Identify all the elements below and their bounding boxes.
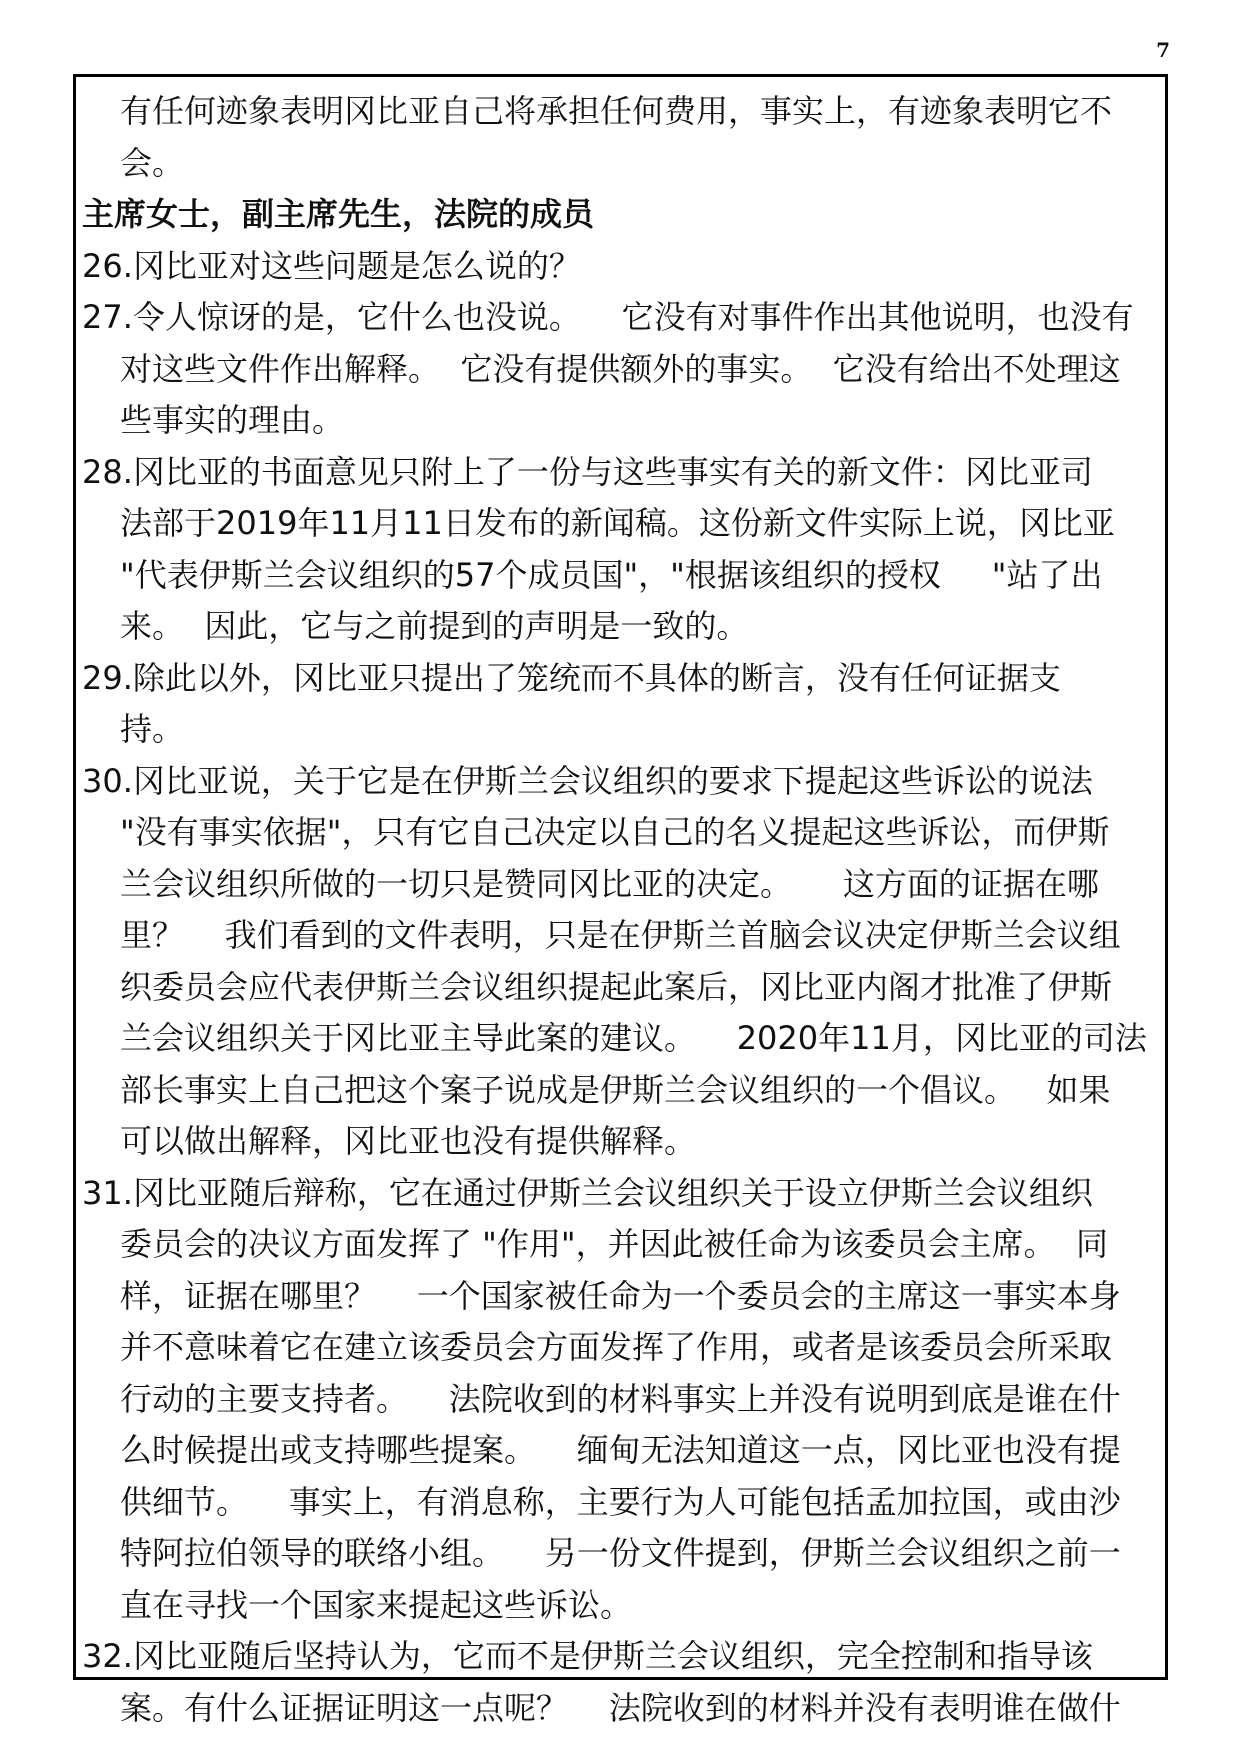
intro-line: 有任何迹象表明冈比亚自己将承担任何费用，事实上，有迹象表明它不 [120,92,1113,130]
paragraph-continuation-line: 样，证据在哪里？ 一个国家被任命为一个委员会的主席这一事实本身 [120,1276,1121,1315]
paragraph-text: 令人惊讶的是，它什么也没说。 它没有对事件作出其他说明，也没有 [132,298,1134,336]
document-body [82,86,1167,1734]
paragraph-number: 27. [82,298,133,336]
paragraph-number: 29. [82,658,133,697]
paragraph-first-line [82,653,1167,705]
numbered-paragraph [82,1631,1167,1734]
paragraph-continuation-line: 部长事实上自己把这个案子说成是伊斯兰会议组织的一个倡议。 如果 [120,1070,1111,1109]
paragraph-continuation-line: 并不意味着它在建立该委员会方面发挥了作用，或者是该委员会所采取 [120,1328,1113,1366]
paragraph-first-line [82,447,1167,499]
paragraph-continuation-line: 么时候提出或支持哪些提案。 缅甸无法知道这一点，冈比亚也没有提 [120,1431,1121,1469]
paragraph-first-line [82,292,1167,344]
section-heading: 主席女士，副主席先生，法院的成员 [82,195,595,233]
numbered-paragraph [82,653,1167,756]
paragraph-continuation-line: 来。 因此，它与之前提到的声明是一致的。 [120,607,749,645]
paragraph-continuation-line: 织委员会应代表伊斯兰会议组织提起此案后，冈比亚内阁才批准了伊斯 [120,967,1113,1006]
paragraph-first-line [82,756,1167,808]
paragraph-text: 除此以外，冈比亚只提出了笼统而不具体的断言，没有任何证据支 [132,658,1061,697]
numbered-paragraph [82,292,1167,447]
paragraph-continuation-line: 直在寻找一个国家来提起这些诉讼。 [120,1585,633,1624]
paragraph-text: 冈比亚随后辩称，它在通过伊斯兰会议组织关于设立伊斯兰会议组织 [132,1173,1093,1212]
paragraph-text: 冈比亚随后坚持认为，它而不是伊斯兰会议组织，完全控制和指导该 [132,1637,1093,1675]
paragraph-first-line [82,241,1167,293]
paragraph-first-line [82,1631,1167,1683]
paragraph-continuation-line: 兰会议组织关于冈比亚主导此案的建议。 2020年11月，冈比亚的司法 [120,1019,1147,1057]
paragraph-continuation-line: 些事实的理由。 [120,401,345,439]
paragraph-continuation-line: 行动的主要支持者。 法院收到的材料事实上并没有说明到底是谁在什 [120,1379,1121,1418]
paragraph-text: 冈比亚说，关于它是在伊斯兰会议组织的要求下提起这些诉讼的说法 [132,761,1093,800]
intro-line: 会。 [120,143,185,182]
paragraph-continuation-line: 兰会议组织所做的一切只是赞同冈比亚的决定。 这方面的证据在哪 [120,864,1099,903]
page-number: 7 [1156,38,1170,62]
paragraph-continuation-line: 里？ 我们看到的文件表明，只是在伊斯兰首脑会议决定伊斯兰会议组 [120,916,1121,954]
paragraph-continuation-line: 案。有什么证据证明这一点呢？ 法院收到的材料并没有表明谁在做什 [120,1688,1121,1727]
paragraph-text: 冈比亚对这些问题是怎么说的？ [132,246,581,285]
paragraph-number: 31. [82,1173,133,1212]
text-frame [73,74,1168,1727]
numbered-paragraph [82,1168,1167,1632]
paragraph-number: 30. [82,761,133,800]
paragraph-number: 32. [82,1637,133,1675]
paragraph-number: 26. [82,246,133,285]
numbered-paragraph [82,756,1167,1168]
paragraph-continuation-line: 供细节。 事实上，有消息称，主要行为人可能包括孟加拉国，或由沙 [120,1482,1121,1521]
paragraph-continuation-line: 对这些文件作出解释。 它没有提供额外的事实。 它没有给出不处理这 [120,349,1121,388]
paragraph-list [82,241,1167,1735]
paragraph-text: 冈比亚的书面意见只附上了一份与这些事实有关的新文件：冈比亚司 [132,452,1093,491]
paragraph-continuation-line: 可以做出解释，冈比亚也没有提供解释。 [120,1122,697,1160]
paragraph-continuation-line: 法部于2019年11月11日发布的新闻稿。这份新文件实际上说，冈比亚 [120,504,1115,542]
numbered-paragraph [82,447,1167,653]
paragraph-number: 28. [82,452,133,491]
paragraph-first-line [82,1168,1167,1220]
paragraph-continuation-line: "代表伊斯兰会议组织的57个成员国"，"根据该组织的授权 "站了出 [120,555,1103,594]
numbered-paragraph [82,241,1167,293]
paragraph-continuation-line: 持。 [120,710,185,748]
paragraph-continuation-line: 委员会的决议方面发挥了 "作用"，并因此被任命为该委员会主席。 同 [120,1225,1108,1263]
paragraph-continuation-line: "没有事实依据"，只有它自己决定以自己的名义提起这些诉讼，而伊斯 [120,813,1110,851]
paragraph-continuation-line: 特阿拉伯领导的联络小组。 另一份文件提到，伊斯兰会议组织之前一 [120,1534,1121,1572]
